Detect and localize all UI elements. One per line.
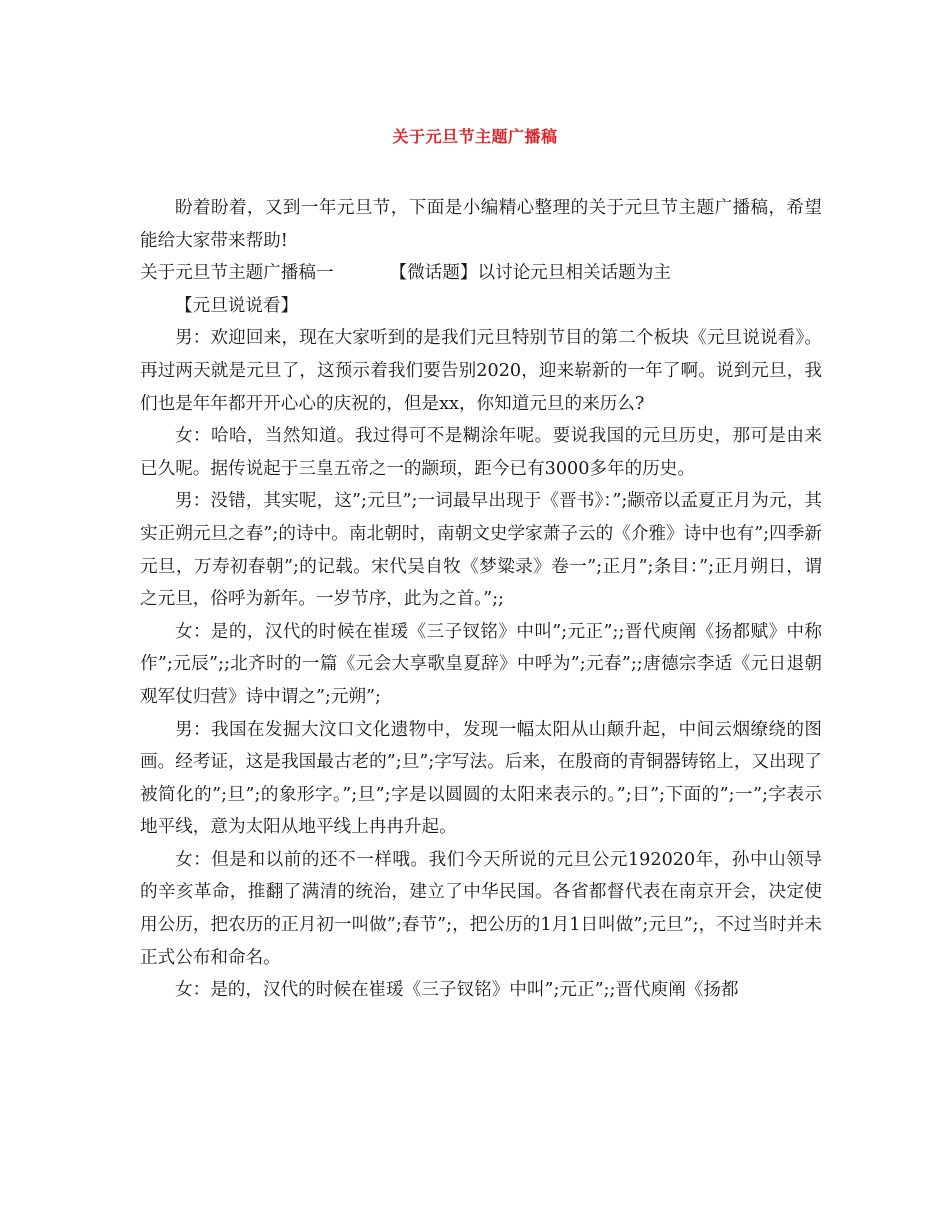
document-title: 关于元旦节主题广播稿 [392,127,558,146]
document-body [140,192,822,1007]
section-heading-line [140,257,822,290]
dialogue-paragraph: 男：欢迎回来，现在大家听到的是我们元旦特别节目的第二个板块《元旦说说看》。再过两天就是元旦了，这预示着我们要告别2020，迎来崭新的一年了啊。说到元旦，我们也是年年都开开心心的庆祝的，但是xx，你知道元旦的来历么? [140,328,822,414]
dialogue-paragraph: 女：是的，汉代的时候在崔瑗《三子钗铭》中叫”;元正”;;晋代庾阐《扬都 [175,980,739,1001]
dialogue-paragraph: 女：是的，汉代的时候在崔瑗《三子钗铭》中叫”;元正”;;晋代庾阐《扬都赋》中称作”;元辰”;;北齐时的一篇《元会大享歌皇夏辞》中呼为”;元春”;;唐德宗李适《元日退朝观军仗归营》诗中谓之”;元朔”; [140,621,822,707]
topic-label: 【微话题】以讨论元旦相关话题为主 [389,263,672,284]
dialogue-paragraph: 男：我国在发掘大汶口文化遗物中，发现一幅太阳从山颠升起，中间云烟缭绕的图画。经考证，这是我国最古老的”;旦”;字写法。后来，在殷商的青铜器铸铭上，又出现了被简化的”;旦”;的象形字。”;旦”;字是以圆圆的太阳来表示的。”;日”;下面的”;一”;字表示地平线，意为太阳从地平线上冉冉升起。 [140,719,822,838]
dialogue-paragraph: 女：但是和以前的还不一样哦。我们今天所说的元旦公元192020年，孙中山领导的辛亥革命，推翻了满清的统治，建立了中华民国。各省都督代表在南京开会，决定使用公历，把农历的正月初一叫做”;春节”;，把公历的1月1日叫做”;元旦”;，不过当时并未正式公布和命名。 [140,849,822,968]
dialogue-paragraph: 男：没错，其实呢，这”;元旦”;一词最早出现于《晋书》：”;颛帝以孟夏正月为元，其实正朔元旦之春”;的诗中。南北朝时，南朝文史学家萧子云的《介雅》诗中也有”;四季新元旦，万寿初春朝”;的记载。宋代吴自牧《梦粱录》卷一”;正月”;条目：”;正月朔日，谓之元旦，俗呼为新年。一岁节序，此为之首。”;; [140,491,822,610]
intro-paragraph: 盼着盼着，又到一年元旦节，下面是小编精心整理的关于元旦节主题广播稿，希望能给大家带来帮助! [140,198,822,251]
dialogue-paragraph: 女：哈哈，当然知道。我过得可不是糊涂年呢。要说我国的元旦历史，那可是由来已久呢。据传说起于三皇五帝之一的颛顼，距今已有3000多年的历史。 [140,426,822,479]
segment-title: 【元旦说说看】 [175,295,299,316]
section-heading: 关于元旦节主题广播稿一 [140,263,334,284]
